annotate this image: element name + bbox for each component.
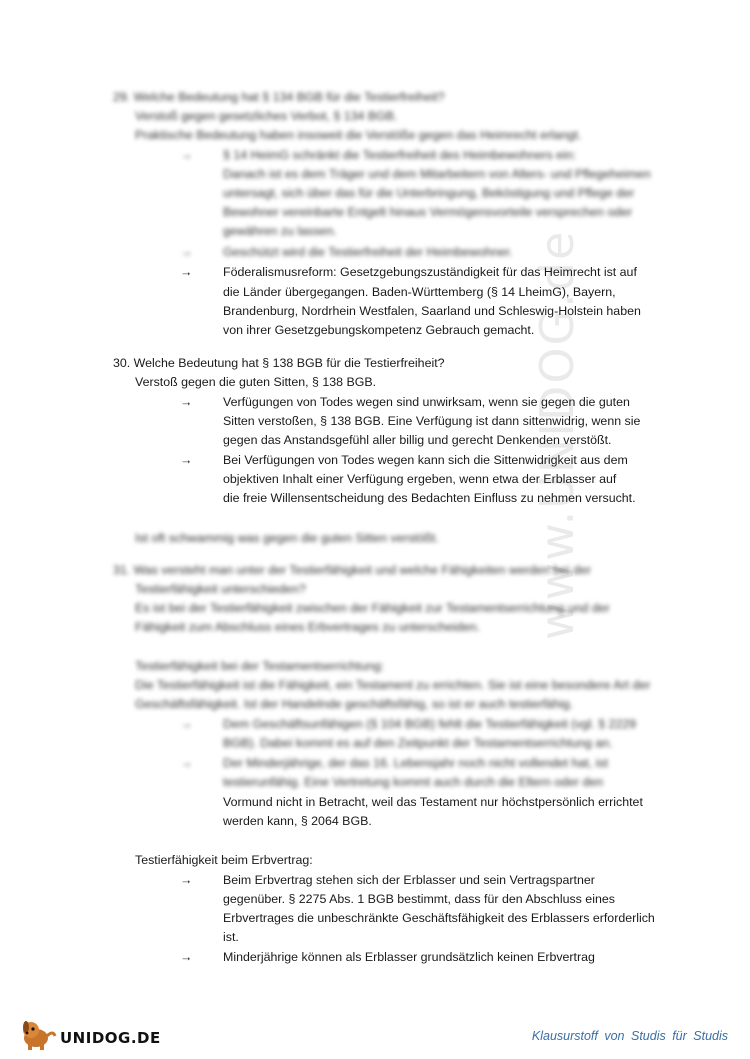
q31-sub2-title: Testierfähigkeit beim Erbvertrag: [135, 853, 313, 867]
q31-intro-line: Fähigkeit zum Abschluss eines Erbvertrages zu unterscheiden. [135, 620, 481, 634]
q31-sub1-bullet-2-line: testierunfähig. Eine Vertretung kommt auch durch die Eltern oder den [223, 775, 604, 789]
logo-text: UNIDOG.DE [60, 1029, 161, 1047]
q31-sub1-title: Testierfähigkeit bei der Testamentserrichtung: [135, 659, 385, 673]
q29-bullet-3-line: von ihrer Gesetzgebungskompetenz Gebrauch gemacht. [223, 323, 535, 337]
dog-icon [20, 1016, 62, 1052]
q30-bullet-1-line: Sitten verstoßen, § 138 BGB. Eine Verfügung ist dann sittenwidrig, wenn sie [223, 414, 641, 428]
q31-sub1-text-line: Die Testierfähigkeit ist die Fähigkeit, ein Testament zu errichten. Sie ist eine besondere Art der [135, 678, 651, 692]
q29-bullet-1-line: gewähren zu lassen. [223, 224, 337, 238]
q30-line-1: Verstoß gegen die guten Sitten, § 138 BGB. [135, 375, 377, 389]
q31-title-line: Testierfähigkeit unterschieden? [135, 582, 306, 596]
q31-sub1-bullet-1-line: Dem Geschäftsunfähigen (§ 104 BGB) fehlt die Testierfähigkeit (vgl. § 2229 [223, 717, 637, 731]
q31-sub1-bullet-2-line: Der Minderjährige, der das 16. Lebensjahr noch nicht vollendet hat, ist [223, 756, 609, 770]
q30-bullet-2-line: Bei Verfügungen von Todes wegen kann sich die Sittenwidrigkeit aus dem [223, 453, 628, 467]
q31-sub1-bullet-2-line: Vormund nicht in Betracht, weil das Testament nur höchstpersönlich errichtet [223, 795, 643, 809]
arrow-icon: → [180, 245, 193, 259]
q31-sub1-text-line: Geschäftsfähigkeit. Ist der Handelnde geschäftsfähig, so ist er auch testierfähig. [135, 697, 574, 711]
q29-line-2: Praktische Bedeutung haben insoweit die Verstöße gegen das Heimrecht erlangt. [135, 128, 582, 142]
q29-title: 29. Welche Bedeutung hat § 134 BGB für die Testierfreiheit? [113, 90, 445, 104]
arrow-icon: → [180, 756, 193, 770]
q29-bullet-1-line: untersagt, sich über das für die Unterbringung, Beköstigung und Pflege der [223, 186, 635, 200]
q30-note: Ist oft schwammig was gegen die guten Sitten verstößt. [135, 531, 439, 545]
q30-bullet-1-line: gegen das Anstandsgefühl aller billig und gerecht Denkenden verstößt. [223, 433, 612, 447]
q29-bullet-1-line: Bewohner vereinbarte Entgelt hinaus Vermögensvorteile versprechen oder [223, 205, 633, 219]
unidog-logo [20, 1016, 161, 1052]
q29-bullet-3-line: Brandenburg, Nordrhein Westfalen, Saarland und Schleswig-Holstein haben [223, 304, 641, 318]
q31-sub2-bullet-1-line: ist. [223, 930, 239, 944]
q31-sub2-bullet-1-line: Beim Erbvertrag stehen sich der Erblasser und sein Vertragspartner [223, 873, 595, 887]
q31-sub1-bullet-1-line: BGB). Dabei kommt es auf den Zeitpunkt der Testamentserrichtung an. [223, 736, 613, 750]
q31-sub2-bullet-1-line: gegenüber. § 2275 Abs. 1 BGB bestimmt, dass für den Abschluss eines [223, 892, 615, 906]
q31-intro-line: Es ist bei der Testierfähigkeit zwischen der Fähigkeit zur Testamentserrichtung und der [135, 601, 610, 615]
arrow-icon: → [180, 873, 193, 887]
q30-bullet-1-line: Verfügungen von Todes wegen sind unwirksam, wenn sie gegen die guten [223, 395, 630, 409]
q31-sub2-bullet-1-line: Erbvertrages die unbeschränkte Geschäftsfähigkeit des Erblassers erforderlich [223, 911, 655, 925]
arrow-icon: → [180, 265, 193, 279]
arrow-icon: → [180, 148, 193, 162]
q29-bullet-1-line: § 14 HeimG schränkt die Testierfreiheit des Heimbewohners ein: [223, 148, 577, 162]
arrow-icon: → [180, 395, 193, 409]
q29-line-1: Verstoß gegen gesetzliches Verbot, § 134 BGB. [135, 109, 398, 123]
arrow-icon: → [180, 717, 193, 731]
arrow-icon: → [180, 950, 193, 964]
arrow-icon: → [180, 453, 193, 467]
q29-bullet-2: Geschützt wird die Testierfreiheit der Heimbewohner. [223, 245, 513, 259]
q31-sub1-bullet-2-line: werden kann, § 2064 BGB. [223, 814, 372, 828]
q29-bullet-3-line: Föderalismusreform: Gesetzgebungszuständigkeit für das Heimrecht ist auf [223, 265, 637, 279]
q29-bullet-3-line: die Länder übergegangen. Baden-Württemberg (§ 14 LheimG), Bayern, [223, 285, 616, 299]
q30-title: 30. Welche Bedeutung hat § 138 BGB für die Testierfreiheit? [113, 356, 445, 370]
footer-tagline: Klausurstoff von Studis für Studis [531, 1029, 728, 1043]
watermark: www.UNIDOG.de [530, 229, 584, 640]
q30-bullet-2-line: objektiven Inhalt einer Verfügung ergeben, wenn etwa der Erblasser auf [223, 472, 617, 486]
q31-sub2-bullet-2: Minderjährige können als Erblasser grundsätzlich keinen Erbvertrag [223, 950, 595, 964]
q31-title-line: 31. Was versteht man unter der Testierfähigkeit und welche Fähigkeiten werden bei der [113, 563, 591, 577]
q30-bullet-2-line: die freie Willensentscheidung des Bedachten Einfluss zu nehmen versucht. [223, 491, 636, 505]
q29-bullet-1-line: Danach ist es dem Träger und dem Mitarbeitern von Alters- und Pflegeheimen [223, 167, 651, 181]
